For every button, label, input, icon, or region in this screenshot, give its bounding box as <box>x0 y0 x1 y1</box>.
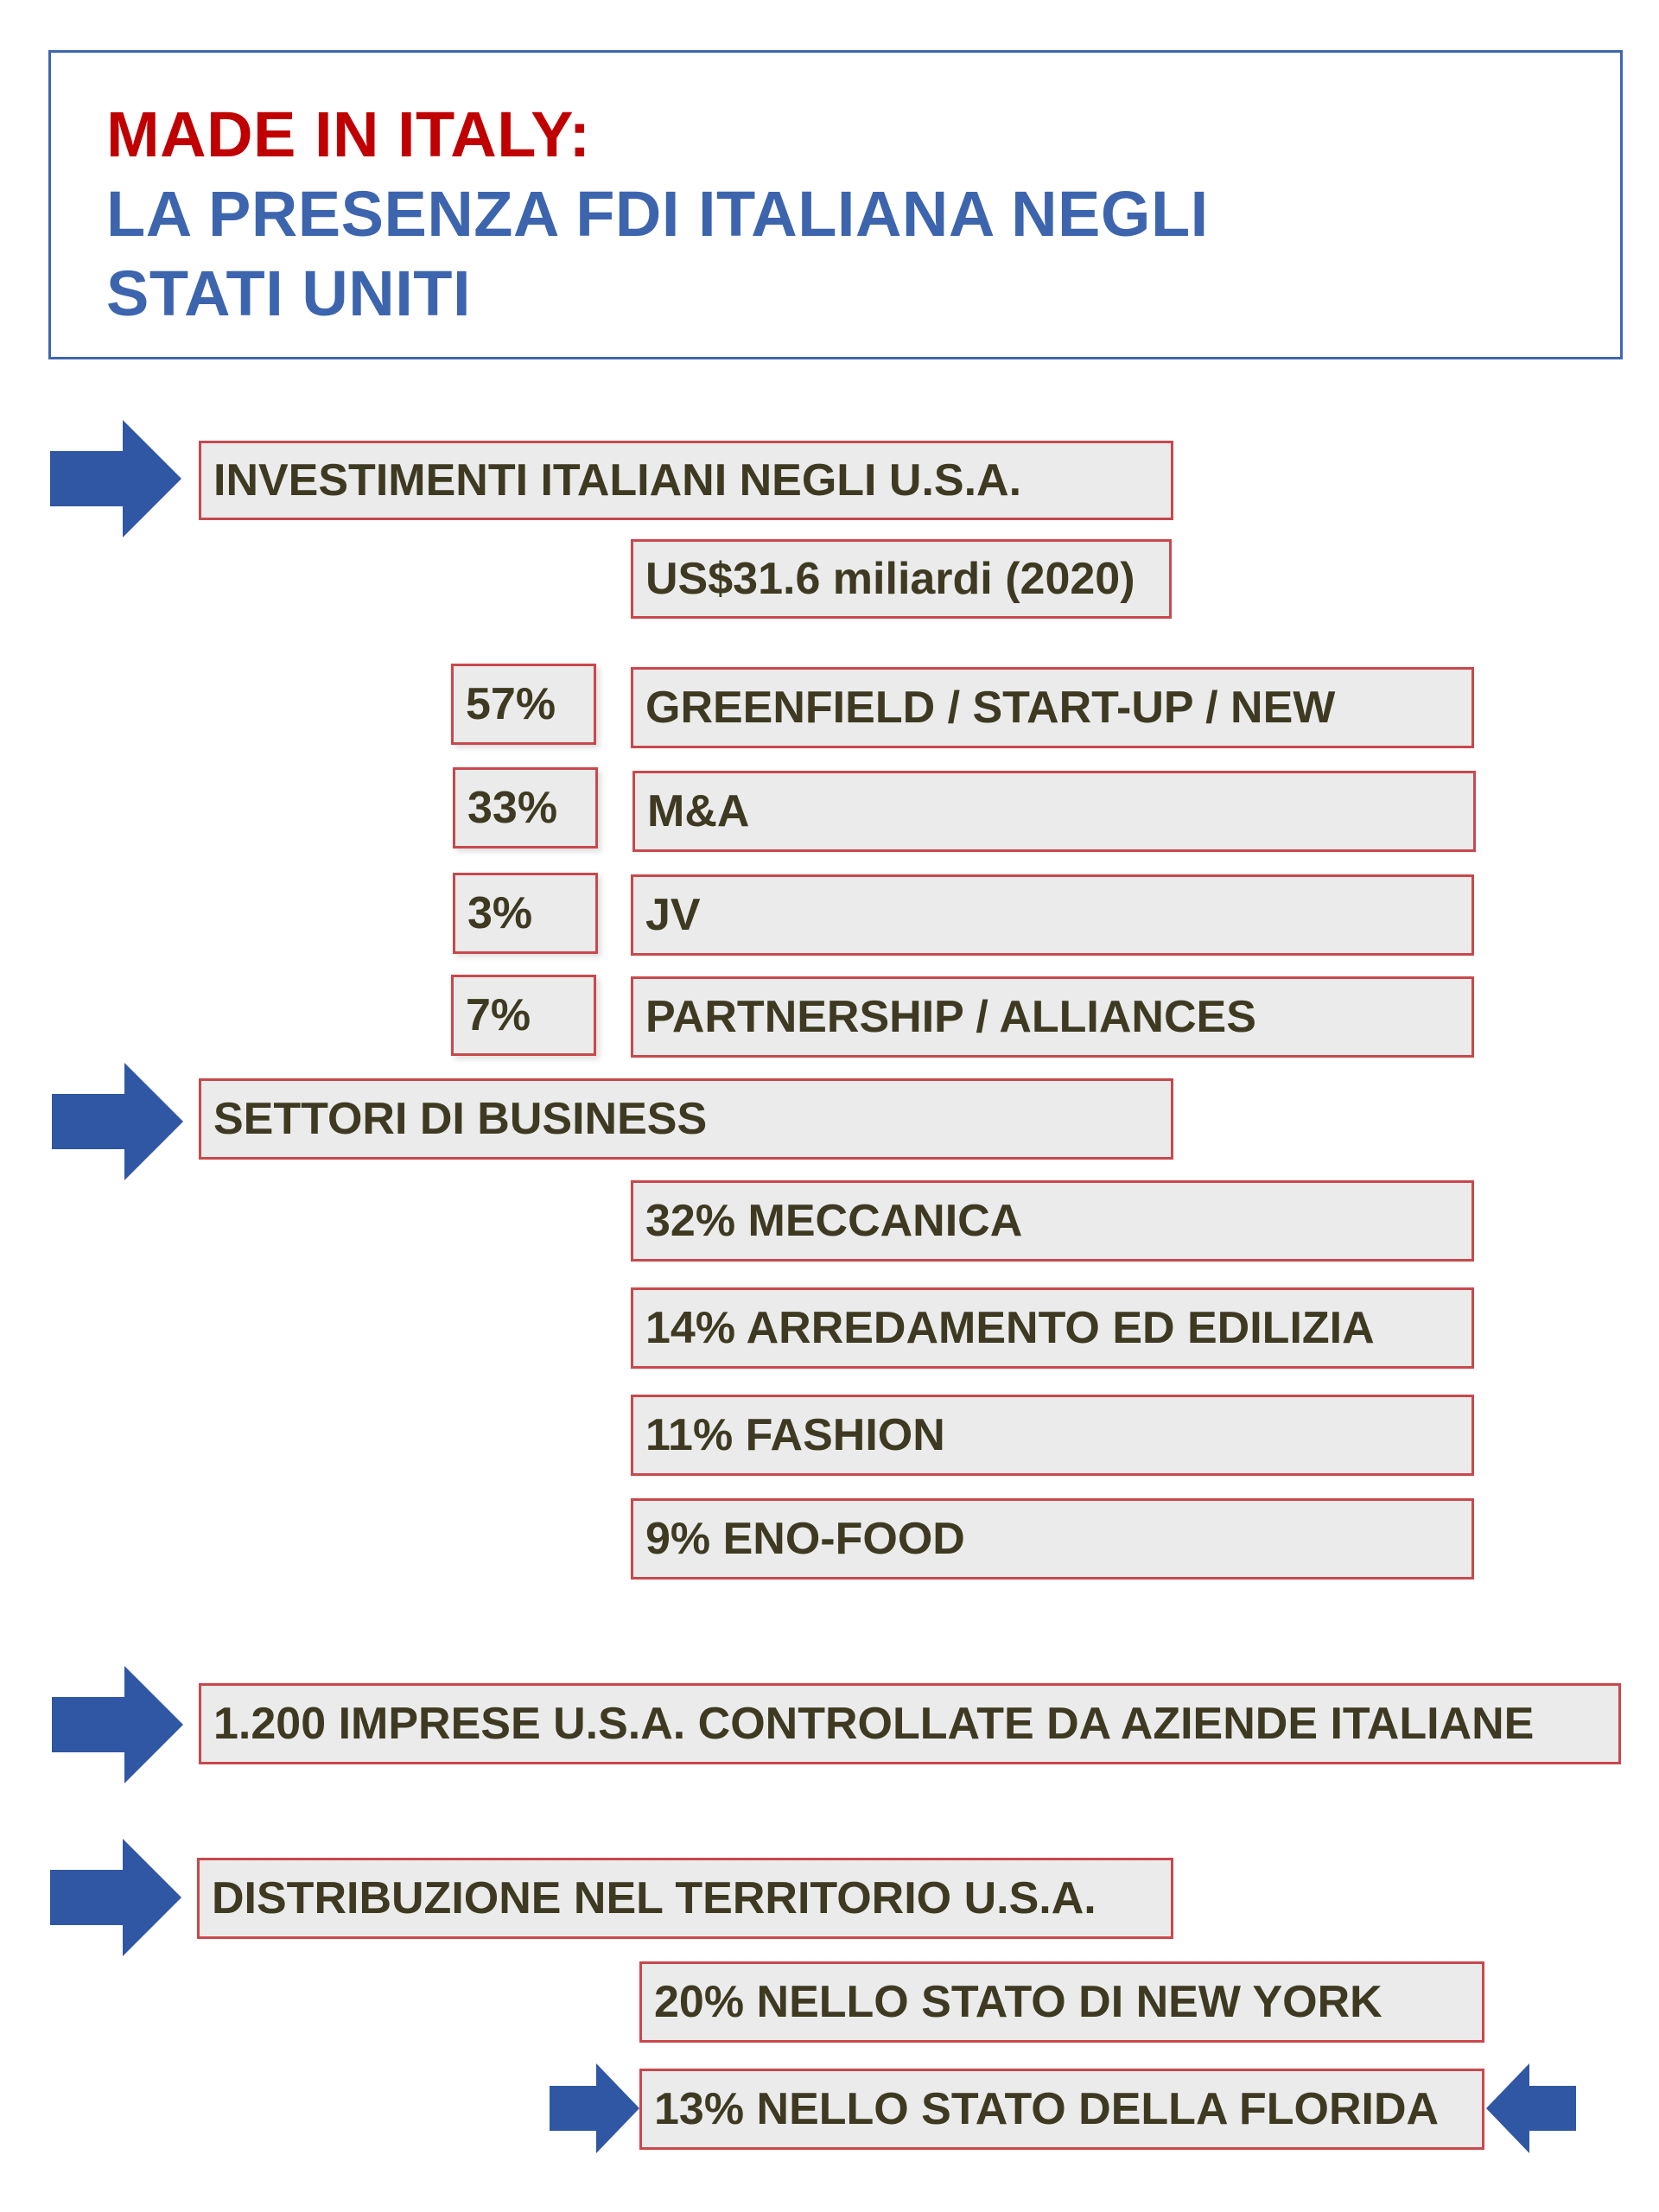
sector-item-3: 11% FASHION <box>631 1395 1474 1476</box>
distribution-heading: DISTRIBUZIONE NEL TERRITORIO U.S.A. <box>197 1858 1173 1939</box>
sector-item-4: 9% ENO-FOOD <box>631 1498 1474 1580</box>
arrow-left-icon <box>1486 2063 1576 2153</box>
title-line-3: STATI UNITI <box>106 257 472 329</box>
distribution-item-2: 13% NELLO STATO DELLA FLORIDA <box>639 2069 1484 2150</box>
companies-heading: 1.200 IMPRESE U.S.A. CONTROLLATE DA AZIENDE ITALIANE <box>199 1683 1621 1764</box>
sector-item-1: 32% MECCANICA <box>631 1180 1474 1262</box>
breakdown-label-4: PARTNERSHIP / ALLIANCES <box>631 976 1474 1058</box>
breakdown-label-2: M&A <box>632 771 1476 852</box>
breakdown-pct-1: 57% <box>451 664 596 745</box>
arrow-right-icon <box>52 1666 183 1783</box>
breakdown-label-1: GREENFIELD / START-UP / NEW <box>631 667 1474 748</box>
breakdown-pct-3: 3% <box>453 873 598 954</box>
arrow-right-icon <box>550 2063 639 2153</box>
sectors-heading: SETTORI DI BUSINESS <box>199 1078 1173 1160</box>
investments-heading: INVESTIMENTI ITALIANI NEGLI U.S.A. <box>199 441 1173 520</box>
breakdown-pct-4: 7% <box>451 975 596 1056</box>
title-line-2: LA PRESENZA FDI ITALIANA NEGLI <box>106 178 1209 250</box>
distribution-item-1: 20% NELLO STATO DI NEW YORK <box>639 1961 1484 2043</box>
title-line-1: MADE IN ITALY: <box>106 99 591 170</box>
sector-item-2: 14% ARREDAMENTO ED EDILIZIA <box>631 1287 1474 1369</box>
arrow-right-icon <box>52 1063 183 1180</box>
investments-amount: US$31.6 miliardi (2020) <box>631 539 1172 619</box>
arrow-right-icon <box>50 1839 181 1956</box>
title-box <box>48 50 1623 359</box>
arrow-right-icon <box>50 420 181 537</box>
breakdown-label-3: JV <box>631 874 1474 956</box>
breakdown-pct-2: 33% <box>453 767 598 849</box>
